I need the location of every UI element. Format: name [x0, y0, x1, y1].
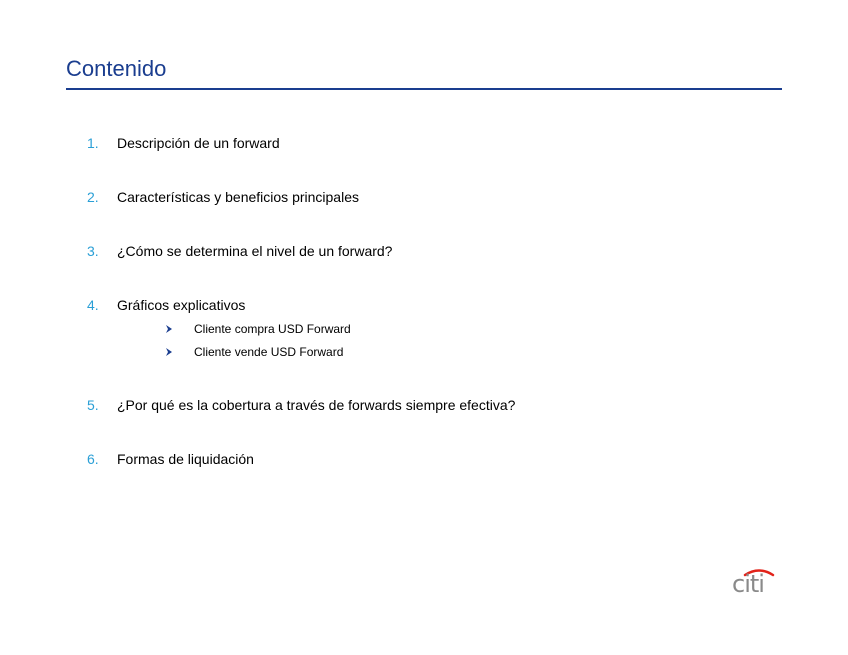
logo-wordmark: citi — [732, 570, 764, 598]
toc-number: 4. — [87, 297, 99, 313]
toc-label: Formas de liquidación — [117, 451, 254, 467]
citi-logo — [732, 566, 782, 598]
toc-subitem-label: Cliente vende USD Forward — [194, 345, 344, 359]
toc-label: Características y beneficios principales — [117, 189, 359, 205]
toc-number: 1. — [87, 135, 99, 151]
toc-number: 3. — [87, 243, 99, 259]
toc-number: 5. — [87, 397, 99, 413]
page-title: Contenido — [66, 56, 167, 81]
toc-label: Gráficos explicativos — [117, 297, 246, 313]
toc-subitem-label: Cliente compra USD Forward — [194, 322, 351, 336]
toc-label: Descripción de un forward — [117, 135, 280, 151]
toc-label: ¿Cómo se determina el nivel de un forward? — [117, 243, 393, 259]
chevron-right-icon — [165, 324, 173, 334]
toc-number: 2. — [87, 189, 99, 205]
title-divider — [66, 88, 782, 90]
toc-label: ¿Por qué es la cobertura a través de forwards siempre efectiva? — [117, 397, 516, 413]
toc-number: 6. — [87, 451, 99, 467]
chevron-right-icon — [165, 347, 173, 357]
